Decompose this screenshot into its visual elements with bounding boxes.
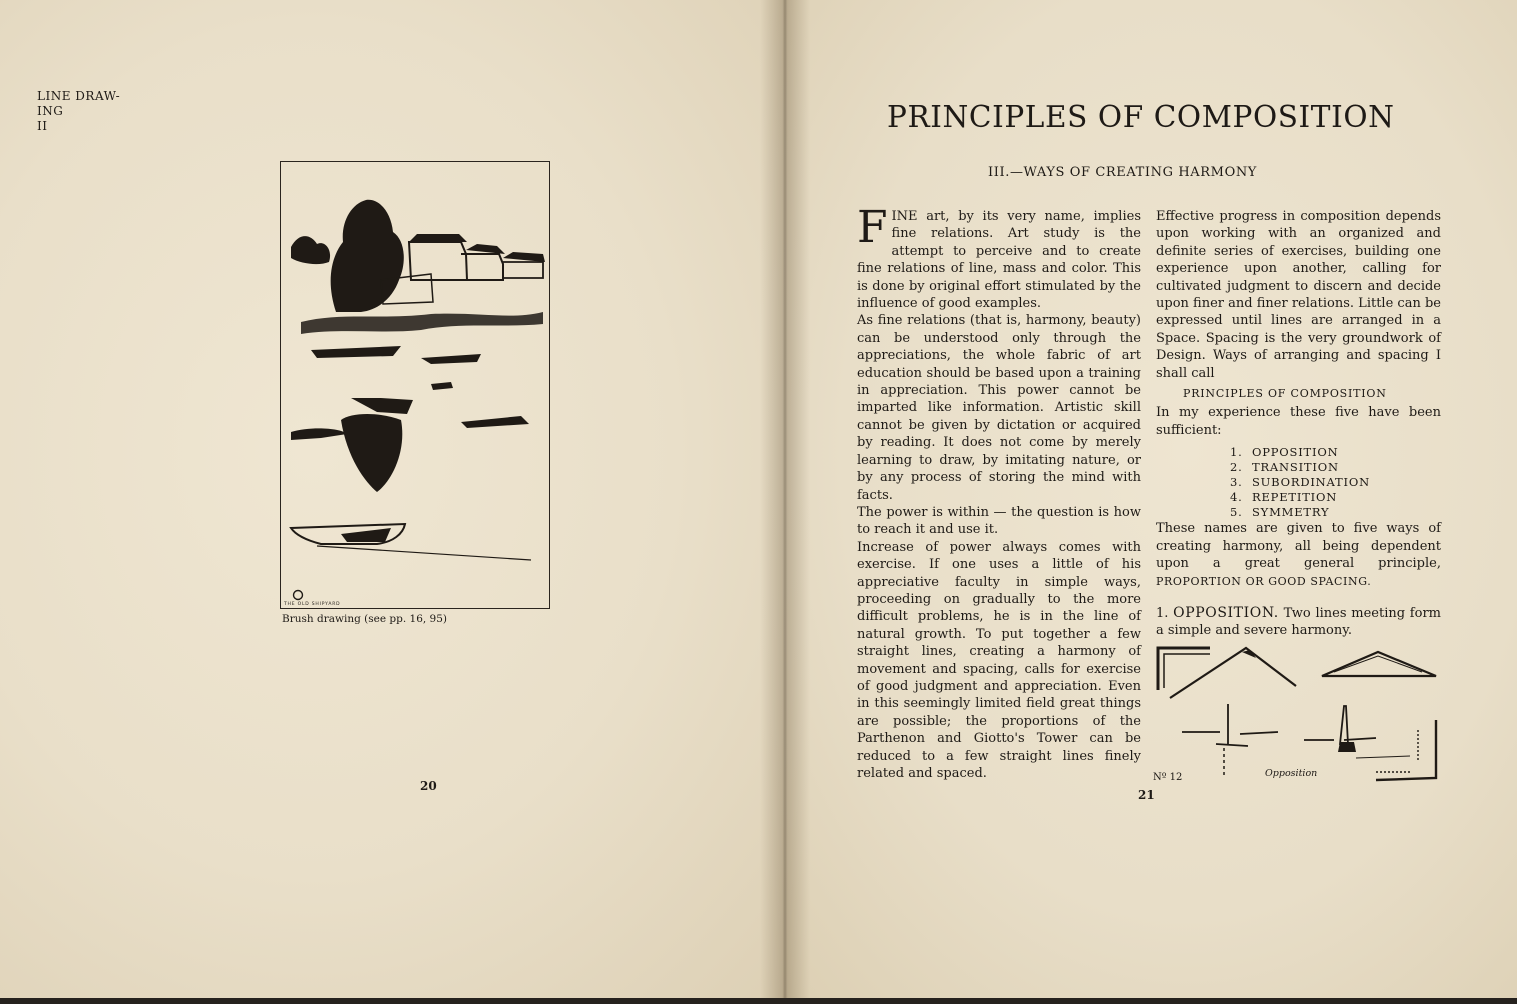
tree-shape	[331, 200, 404, 312]
list-item	[1230, 490, 1441, 505]
tower-sketch	[1304, 706, 1376, 744]
text-column-left	[857, 202, 1141, 782]
roof-sketch	[1322, 652, 1436, 676]
section-text: Two lines meeting form a simple and severe harmony.	[1156, 605, 1441, 639]
list-label: REPETITION	[1252, 490, 1338, 505]
list-label: SUBORDINATION	[1252, 475, 1370, 490]
book-gutter	[760, 0, 810, 998]
paragraph-7-text: These names are given to five ways of creating harmony, all being dependent upon a great general principle,	[1156, 521, 1441, 572]
landscape-illustration	[281, 162, 548, 607]
paragraph-7	[1156, 520, 1441, 590]
list-number: 2.	[1230, 460, 1243, 475]
running-head-line-2: ING	[37, 104, 64, 118]
running-head-line-3: II	[37, 119, 48, 133]
opposition-section	[1156, 605, 1441, 640]
list-label: TRANSITION	[1252, 460, 1339, 475]
mountain-sketch	[1170, 648, 1296, 698]
principles-heading: PRINCIPLES OF COMPOSITION	[1183, 387, 1387, 401]
section-title: OPPOSITION.	[1173, 604, 1279, 621]
paragraph-3: The power is within — the question is how to reach it and use it.	[857, 504, 1141, 538]
list-label: SYMMETRY	[1252, 505, 1330, 520]
list-item	[1230, 505, 1441, 520]
figure-number: Nº 12	[1153, 772, 1183, 783]
figure-caption: Opposition	[1265, 768, 1318, 779]
shoreline	[301, 312, 543, 334]
page-number-left: 20	[420, 779, 437, 793]
sailboat-sketch	[1182, 704, 1278, 746]
monogram-icon	[294, 591, 303, 600]
bracket-sketch	[1376, 720, 1436, 780]
text-column-right	[1156, 208, 1441, 640]
list-number: 1.	[1230, 445, 1243, 460]
buildings	[409, 242, 467, 280]
brush-drawing-plate	[280, 161, 550, 609]
paragraph-4: Increase of power always comes with exercise. If one uses a little of his appreciative faculty in simple ways, proceeding on gradually to the more difficult problems, he is in the line of natural growth. To put together a few straight lines, creating a harmony of movement and spacing, calls for exercise of good judgment and appreciation. Even in this seemingly limited field great things are possible; the proportions of the Parthenon and Giotto's Tower can be reduced to a few straight lines finely related and spaced.	[857, 539, 1141, 781]
paragraph-1	[857, 202, 1141, 312]
paragraph-2: As fine relations (that is, harmony, beauty) can be understood only through the appreciations, the whole fabric of art education should be based upon a training in appreciation. This power cannot be imparted like information. Artistic skill cannot be given by dictation or acquired by reading. It does not come by merely learning to draw, by imitating nature, or by any process of storing the mind with facts.	[857, 313, 1141, 503]
list-number: 5.	[1230, 505, 1243, 520]
section-number: 1.	[1156, 605, 1169, 621]
plate-caption: Brush drawing (see pp. 16, 95)	[282, 613, 448, 625]
running-head-line-1: LINE DRAW-	[37, 89, 121, 103]
paragraph-5: Effective progress in composition depends upon working with an organized and definite series of exercises, building one experience upon another, calling for cultivated judgment to discern and decide upon finer and finer relations. Little can be expressed until lines are arranged in a Space. Spacing is the very groundwork of Design. Ways of arranging and spacing I shall call	[1156, 209, 1441, 381]
running-head	[37, 89, 147, 134]
plate-inscription: THE OLD SHIPYARD	[284, 602, 341, 607]
list-number: 4.	[1230, 490, 1243, 505]
paragraph-6: In my experience these five have been sufficient:	[1156, 405, 1441, 438]
chapter-subtitle: III.—WAYS OF CREATING HARMONY	[988, 165, 1257, 180]
list-item	[1230, 460, 1441, 475]
proportion-phrase: PROPORTION OR GOOD SPACING.	[1156, 574, 1372, 588]
page-number-right: 21	[1138, 788, 1155, 802]
list-label: OPPOSITION	[1252, 445, 1339, 460]
water-reflections	[311, 346, 401, 358]
paragraph-1-text: INE art, by its very name, implies fine relations. Art study is the attempt to perceive and to create fine relations of line, mass and color. This is done by original effort stimulated by the influence of good examples.	[857, 209, 1141, 312]
drop-cap: F	[857, 202, 888, 253]
bottom-edge	[0, 998, 1517, 1004]
opposition-diagrams	[1150, 640, 1445, 790]
list-item	[1230, 445, 1441, 460]
chapter-title: PRINCIPLES OF COMPOSITION	[887, 100, 1395, 134]
principles-list	[1230, 445, 1441, 520]
list-item	[1230, 475, 1441, 490]
list-number: 3.	[1230, 475, 1243, 490]
